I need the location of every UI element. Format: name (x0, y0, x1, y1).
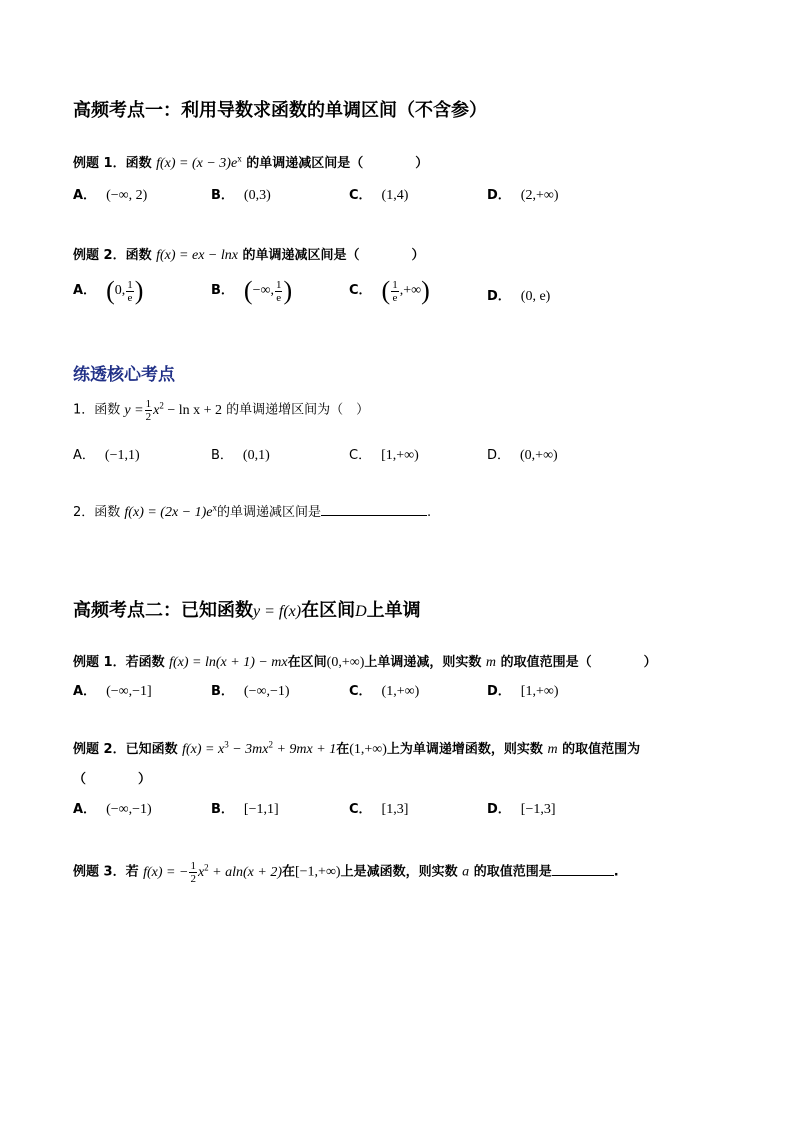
option-d[interactable]: D． (0, e) (487, 289, 551, 304)
answer-parentheses: （ ） (73, 772, 152, 787)
option-c[interactable]: C． [1,3] (349, 802, 409, 817)
option-a[interactable]: A． (−1,1) (73, 448, 140, 463)
example-1-question (73, 152, 428, 172)
option-d[interactable]: D． [−1,3] (487, 802, 556, 817)
option-d[interactable]: D． (0,+∞) (487, 448, 558, 463)
option-b[interactable]: B． (0,3) (211, 188, 271, 203)
practice-question-2: 2．函数 $f(x) = (2x - 1)e^x$的单调递减区间是 . (73, 502, 432, 520)
option-a[interactable]: A． (0, $\frac{1}{e}$ ) (73, 276, 144, 305)
option-b[interactable]: B． (−∞, $\frac{1}{e}$ ) (211, 276, 293, 305)
formula: f(x) = ex − lnx (156, 248, 238, 263)
option-c[interactable]: C． [1,+∞) (349, 448, 419, 463)
option-c[interactable]: C． (1,+∞) (349, 684, 420, 699)
option-b[interactable]: B． (−∞,−1) (211, 684, 290, 699)
option-d[interactable]: D． [1,+∞) (487, 684, 559, 699)
option-b[interactable]: B． [−1,1] (211, 802, 279, 817)
section-1-title: 高频考点一：利用导数求函数的单调区间（不含参） (73, 100, 487, 121)
practice-question-1: 1．函数 y = $\frac{1}{2}$ $x^2 - \ln x + 2$ 的单调递增区间为（ ） (73, 398, 370, 423)
answer-blank[interactable] (321, 515, 427, 516)
example-3-question: 例题 3．若 f(x) = − $\frac{1}{2}$ $x^2 + aln(x + 2)$在[−1,+∞)上是减函数，则实数 a 的取值范围是 . (73, 860, 619, 885)
option-a[interactable]: A． (−∞, 2) (73, 188, 148, 203)
option-c[interactable]: C． (1,4) (349, 188, 409, 203)
option-a[interactable]: A． (−∞,−1] (73, 684, 152, 699)
option-a[interactable]: A． (−∞,−1) (73, 802, 152, 817)
formula: $f(x) = (x - 3)e^x$ (156, 153, 242, 171)
example-1-question: 例题 1．若函数 f(x) = ln(x + 1) − mx在区间(0,+∞)上单调递减，则实数 m 的取值范围是（ ） (73, 655, 657, 670)
practice-title: 练透核心考点 (73, 365, 175, 385)
answer-blank[interactable] (552, 875, 614, 876)
question-prefix: 例题 1．函数 (73, 156, 152, 171)
option-d[interactable]: D． (2,+∞) (487, 188, 559, 203)
example-2-question: 例题 2．已知函数 $f(x) = x^3 - 3mx^2 + 9mx + 1$在(1,+∞)上为单调递增函数，则实数 m 的取值范围为 (73, 739, 641, 757)
example-2-question: 例题 2．函数 f(x) = ex − lnx 的单调递减区间是（ ） (73, 248, 425, 263)
option-b[interactable]: B． (0,1) (211, 448, 270, 463)
section-2-title: 高频考点二：已知函数y = f(x)在区间D上单调 (73, 600, 421, 621)
question-suffix: 的单调递减区间是（ ） (246, 156, 429, 171)
option-c[interactable]: C． ( $\frac{1}{e}$ ,+∞) (349, 276, 430, 305)
